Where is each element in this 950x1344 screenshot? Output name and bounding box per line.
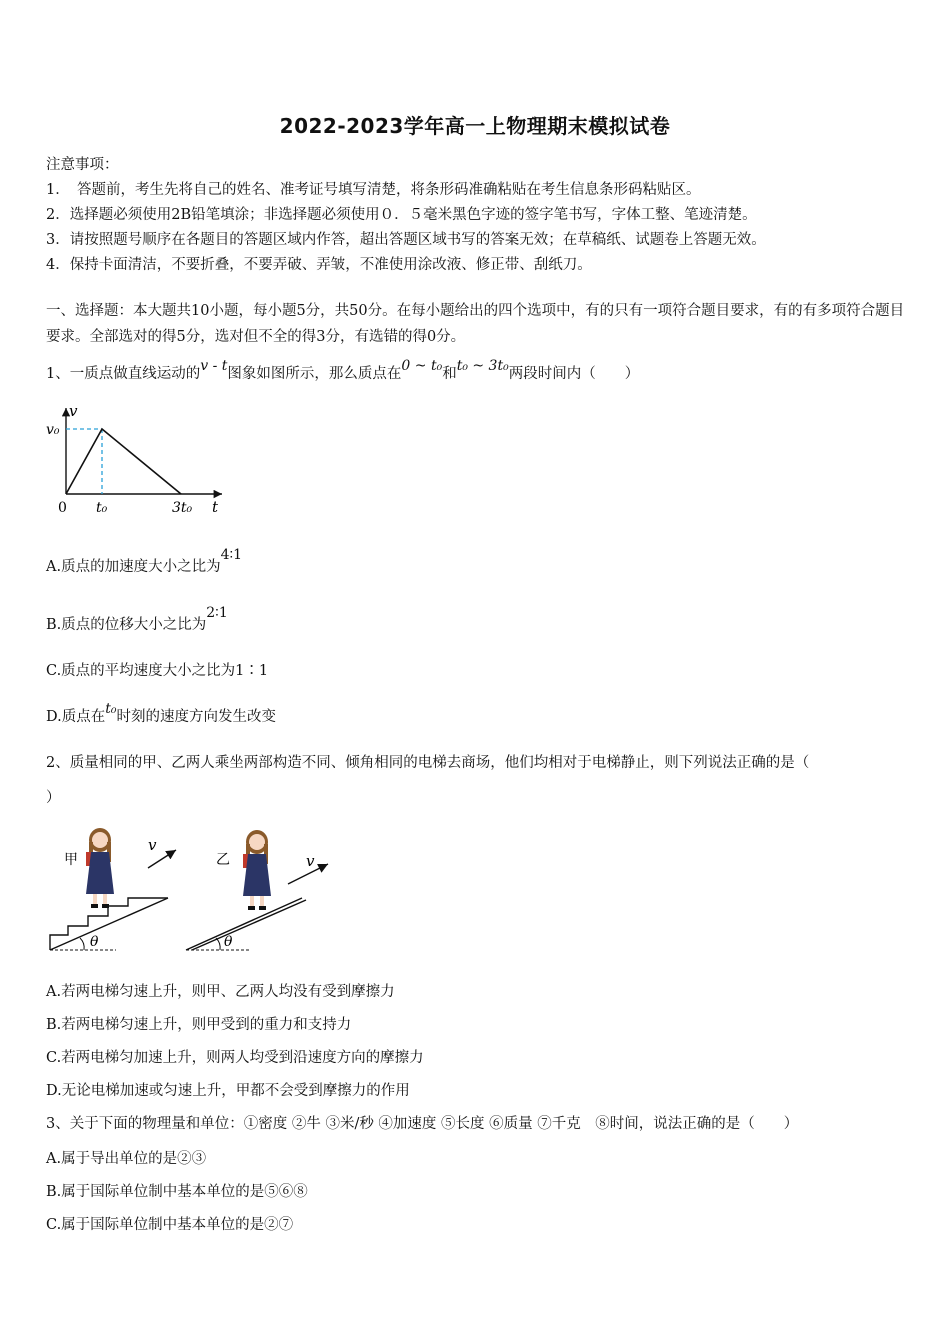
q3-option-b: B.属于国际单位制中基本单位的是⑤⑥⑧: [46, 1184, 308, 1200]
vt-curve: [66, 429, 181, 494]
notice-item-4: 4．保持卡面清洁，不要折叠，不要弄破、弄皱，不准使用涂改液、修正带、刮纸刀。: [46, 257, 592, 273]
q1-math-vt: v - t: [200, 358, 228, 374]
q2-option-a: A.若两电梯匀速上升，则甲、乙两人均没有受到摩擦力: [46, 984, 395, 1000]
left-person-label: 甲: [64, 852, 78, 868]
slope-escalator: [186, 898, 306, 950]
left-velocity-label: v: [148, 836, 157, 854]
t0-label: t₀: [96, 500, 108, 516]
q1-option-a-ratio: 4∶1: [220, 547, 243, 563]
right-velocity-label: v: [306, 852, 315, 870]
q1-stem-text-c: 和: [442, 366, 457, 382]
t-axis-label: t: [212, 498, 219, 516]
q2-option-c: C.若两电梯匀加速上升，则两人均受到沿速度方向的摩擦力: [46, 1050, 424, 1066]
q1-stem-text-d: 两段时间内（ ）: [508, 366, 640, 382]
q1-option-d-text-b: 时刻的速度方向发生改变: [116, 709, 276, 725]
q1-option-a: [46, 547, 243, 576]
q3-option-c: C.属于国际单位制中基本单位的是②⑦: [46, 1217, 294, 1233]
right-person-label: 乙: [216, 852, 230, 868]
origin-label: 0: [58, 500, 67, 516]
q1-option-b: [46, 605, 228, 634]
section-intro: 一、选择题：本大题共10小题，每小题5分，共50分。在每小题给出的四个选项中，有的只有一项符合题目要求，有的有多项符合题目要求。全部选对的得5分，选对但不全的得3分，有选错的得0分。: [46, 303, 905, 345]
v-axis-label: v: [69, 402, 78, 420]
q1-stem: [46, 358, 640, 383]
q1-option-d-math: t₀: [105, 701, 117, 717]
t3-label: 3t₀: [172, 500, 193, 516]
left-theta-label: θ: [90, 934, 99, 950]
q1-option-c: C.质点的平均速度大小之比为1∶1: [46, 663, 269, 679]
q2-option-d: D.无论电梯加速或匀速上升，甲都不会受到摩擦力的作用: [46, 1083, 410, 1099]
notice-item-2: 2．选择题必须使用2B铅笔填涂；非选择题必须使用０．５毫米黑色字迹的签字笔书写，字体工整、笔迹清楚。: [46, 207, 757, 223]
q2-option-b: B.若两电梯匀速上升，则甲受到的重力和支持力: [46, 1017, 352, 1033]
girl-left-icon: [86, 828, 114, 908]
notice-item-1: 1． 答题前，考生先将自己的姓名、准考证号填写清楚，将条形码准确粘贴在考生信息条形码粘贴区。: [46, 182, 701, 198]
q2-escalator-figure: [44, 818, 344, 958]
q1-math-interval-2: t₀ ~ 3t₀: [456, 358, 509, 374]
q1-option-b-text: B.质点的位移大小之比为: [46, 617, 207, 633]
right-theta-label: θ: [224, 934, 233, 950]
q3-stem: 3、关于下面的物理量和单位：①密度 ②牛 ③米/秒 ④加速度 ⑤长度 ⑥质量 ⑦千克 ⑧时间，说法正确的是（ ）: [46, 1116, 799, 1132]
q2-stem-line-1: 2、质量相同的甲、乙两人乘坐两部构造不同、倾角相同的电梯去商场，他们均相对于电梯静止，则下列说法正确的是（: [46, 755, 810, 771]
q2-stem-line-2: ）: [46, 790, 61, 806]
page-title: 2022-2023学年高一上物理期末模拟试卷: [279, 114, 671, 138]
notice-heading: 注意事项：: [46, 157, 119, 173]
q1-option-d: [46, 701, 276, 726]
q1-stem-text-b: 图象如图所示，那么质点在: [227, 366, 402, 382]
v0-label: v₀: [46, 422, 60, 438]
q1-option-d-text-a: D.质点在: [46, 709, 106, 725]
q1-stem-text-a: 1、一质点做直线运动的: [46, 366, 201, 382]
notice-item-3: 3．请按照题号顺序在各题目的答题区域内作答，超出答题区域书写的答案无效；在草稿纸、试题卷上答题无效。: [46, 232, 766, 248]
q1-vt-graph: [44, 402, 234, 522]
q3-option-a: A.属于导出单位的是②③: [46, 1151, 207, 1167]
q1-option-a-text: A.质点的加速度大小之比为: [46, 559, 221, 575]
q1-math-interval-1: 0 ~ t₀: [401, 358, 443, 374]
girl-right-icon: [243, 830, 271, 910]
q1-option-b-ratio: 2∶1: [206, 605, 228, 621]
